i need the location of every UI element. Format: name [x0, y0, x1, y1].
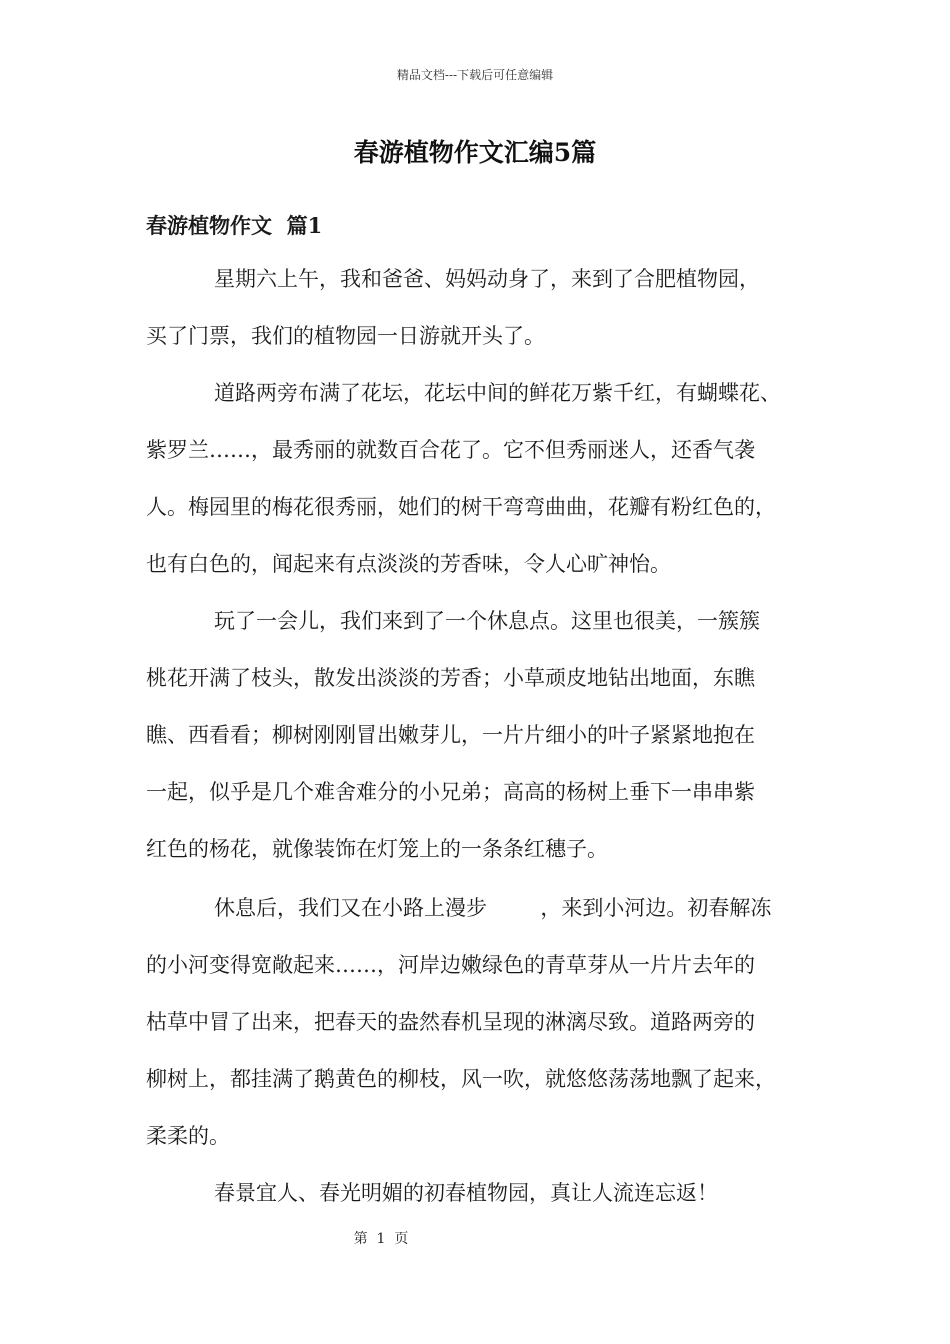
- text-line: 红色的杨花，就像装饰在灯笼上的一条条红穗子。: [146, 837, 608, 861]
- text-line: 也有白色的，闻起来有点淡淡的芳香味，令人心旷神怡。: [146, 552, 671, 576]
- text-line: 的小河变得宽敞起来……，河岸边嫩绿色的青草芽从一片片去年的: [146, 953, 755, 977]
- text-line: 星期六上午，我和爸爸、妈妈动身了，来到了合肥植物园，: [214, 267, 760, 291]
- text-line: 人。梅园里的梅花很秀丽，她们的树干弯弯曲曲，花瓣有粉红色的，: [146, 495, 776, 519]
- section-heading: 春游植物作文 篇1: [146, 213, 323, 238]
- text-line: 春景宜人、春光明媚的初春植物园，真让人流连忘返！: [214, 1181, 718, 1205]
- page-number: 第 1 页: [353, 1231, 409, 1247]
- text-line: 柳树上，都挂满了鹅黄色的柳枝，风一吹，就悠悠荡荡地飘了起来，: [146, 1067, 776, 1091]
- text-line: 瞧、西看看；柳树刚刚冒出嫩芽儿，一片片细小的叶子紧紧地抱在: [146, 723, 755, 747]
- text-line: 玩了一会儿，我们来到了一个休息点。这里也很美，一簇簇: [214, 609, 760, 633]
- document-title: 春游植物作文汇编5篇: [353, 138, 597, 167]
- header-note: 精品文档---下载后可任意编辑: [396, 68, 554, 82]
- text-line: 紫罗兰……，最秀丽的就数百合花了。它不但秀丽迷人，还香气袭: [146, 438, 755, 462]
- text-line: 买了门票，我们的植物园一日游就开头了。: [146, 324, 545, 348]
- text-line: 道路两旁布满了花坛，花坛中间的鲜花万紫千红，有蝴蝶花、: [214, 381, 781, 405]
- text-line: 桃花开满了枝头，散发出淡淡的芳香；小草顽皮地钻出地面，东瞧: [146, 666, 755, 690]
- text-line: 柔柔的。: [146, 1124, 230, 1148]
- text-line: 一起，似乎是几个难舍难分的小兄弟；高高的杨树上垂下一串串紫: [146, 780, 755, 804]
- text-line: 枯草中冒了出来，把春天的盎然春机呈现的淋漓尽致。道路两旁的: [146, 1010, 755, 1034]
- text-line: 休息后，我们又在小路上漫步 ，来到小河边。初春解冻: [214, 896, 772, 920]
